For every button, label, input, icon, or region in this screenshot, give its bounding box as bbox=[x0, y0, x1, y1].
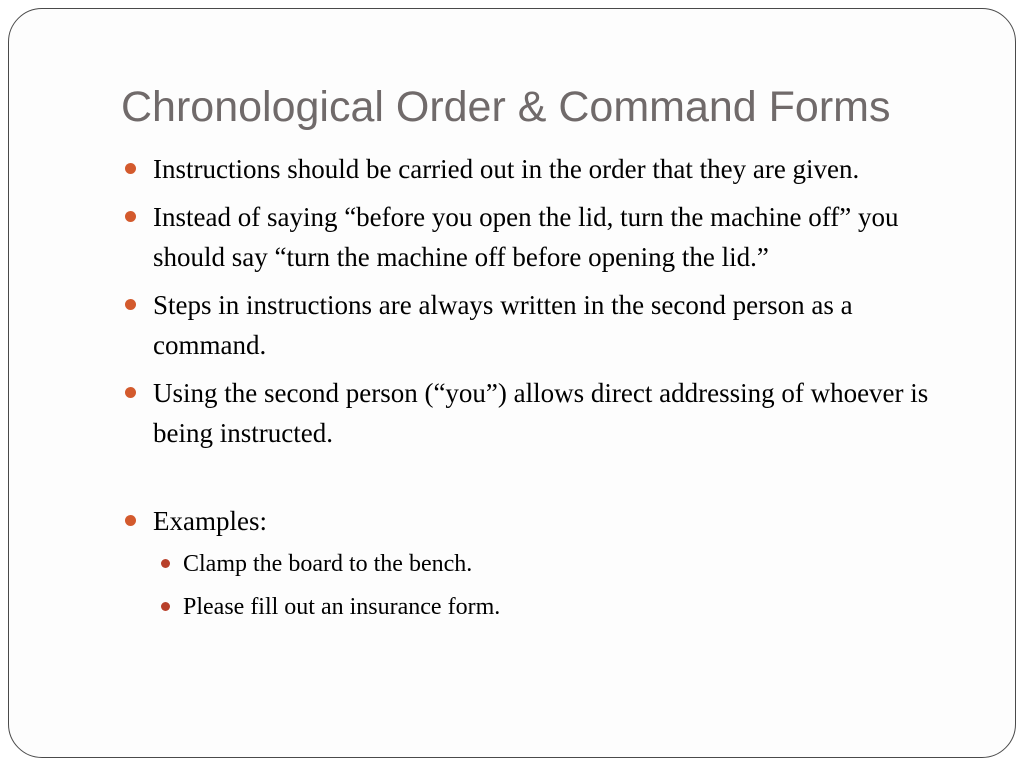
example-text: Clamp the board to the bench. bbox=[183, 551, 473, 577]
examples-label: Examples: bbox=[153, 506, 267, 536]
bullet-text: Using the second person (“you”) allows direct addressing of whoever is being instructed. bbox=[153, 378, 929, 448]
bullet-item bbox=[121, 285, 971, 365]
example-item bbox=[152, 588, 971, 626]
bullet-list bbox=[121, 149, 971, 626]
slide-body bbox=[121, 149, 971, 634]
bullet-item bbox=[121, 373, 971, 453]
bullet-icon bbox=[125, 387, 136, 398]
example-text: Please fill out an insurance form. bbox=[183, 594, 501, 620]
slide-title: Chronological Order & Command Forms bbox=[121, 83, 891, 131]
bullet-item-examples bbox=[121, 501, 971, 626]
bullet-icon bbox=[125, 211, 136, 222]
bullet-text: Instead of saying “before you open the lid, turn the machine off” you should say “turn the machine off before opening the lid.” bbox=[153, 202, 899, 272]
bullet-icon bbox=[125, 515, 136, 526]
sub-bullet-icon bbox=[161, 602, 170, 611]
bullet-item bbox=[121, 149, 971, 189]
bullet-item bbox=[121, 197, 971, 277]
bullet-text: Instructions should be carried out in the order that they are given. bbox=[153, 154, 860, 184]
example-item bbox=[152, 545, 971, 583]
bullet-icon bbox=[125, 163, 136, 174]
slide bbox=[8, 8, 1016, 758]
examples-list bbox=[153, 545, 971, 626]
bullet-text: Steps in instructions are always written in the second person as a command. bbox=[153, 290, 853, 360]
bullet-icon bbox=[125, 299, 136, 310]
sub-bullet-icon bbox=[161, 559, 170, 568]
